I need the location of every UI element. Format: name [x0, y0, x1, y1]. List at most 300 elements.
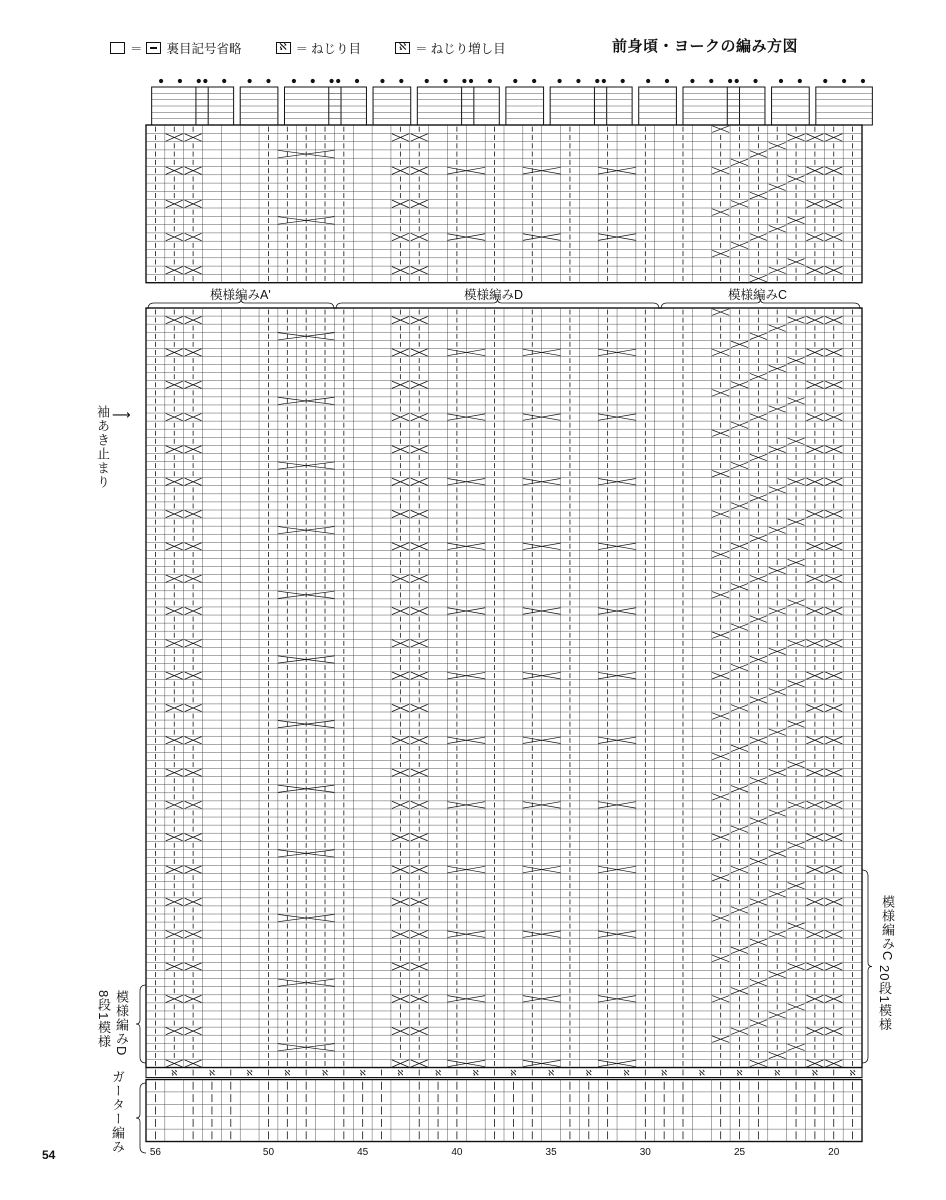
cable-cross-mark [731, 866, 748, 872]
cable-cross-mark [788, 1004, 805, 1010]
bind-off-dot [665, 79, 669, 83]
neck-shaping [152, 79, 873, 125]
cross-stitch-mark [411, 349, 428, 356]
cross-stitch-mark [806, 543, 823, 550]
page-number: 54 [42, 1148, 56, 1162]
bind-off-dot [621, 79, 625, 83]
bind-off-dot [513, 79, 517, 83]
cross-stitch-mark [392, 233, 409, 240]
bind-off-dot [462, 79, 466, 83]
cross-stitch-mark [411, 769, 428, 776]
cross-stitch-mark [806, 200, 823, 207]
cross-stitch-mark [806, 446, 823, 453]
cross-stitch-mark [411, 543, 428, 550]
cross-stitch-mark [392, 543, 409, 550]
page-title: 前身頃・ヨークの編み方図 [612, 38, 799, 55]
cross-stitch-mark [411, 413, 428, 420]
cross-stitch-mark [806, 575, 823, 582]
twisted-stitch-icon: ℵ [435, 1068, 442, 1078]
cable-cross-mark [750, 192, 767, 199]
pattern-c-block-label: 模様編みC [880, 895, 895, 962]
twisted-stitch-icon: ℵ [171, 1068, 178, 1078]
cable-cross-mark [769, 527, 786, 533]
cable-cross-mark [750, 535, 767, 541]
cross-stitch-mark [166, 134, 183, 141]
cross-stitch-mark [411, 931, 428, 938]
cable-cross-mark [769, 810, 786, 816]
cable-cross-mark [712, 672, 729, 678]
cross-stitch-mark [166, 575, 183, 582]
cross-stitch-mark [806, 413, 823, 420]
cable-cross-mark [731, 745, 748, 751]
bind-off-dot [842, 79, 846, 83]
sleeve-stop-label: 袖あき止まり [95, 405, 110, 489]
cable-cross-mark [712, 511, 729, 517]
legend-label-twisted: ねじり目 [311, 42, 362, 56]
cross-stitch-mark [806, 478, 823, 485]
cross-stitch-mark [806, 963, 823, 970]
cross-stitch-mark [806, 737, 823, 744]
cable-cross-mark [731, 503, 748, 509]
bind-off-dot [336, 79, 340, 83]
cable-cross-mark [769, 567, 786, 573]
cable-cross-mark [769, 689, 786, 695]
cross-stitch-mark [825, 898, 842, 905]
section-label-d: 模様編みD [464, 288, 524, 302]
cable-cross-mark [788, 519, 805, 525]
cross-stitch-mark [806, 316, 823, 323]
cable-cross-mark [769, 446, 786, 452]
cross-stitch-mark [185, 931, 202, 938]
legend-label-twisted-increase: ねじり増し目 [430, 42, 506, 56]
cross-stitch-mark [185, 898, 202, 905]
cross-stitch-mark [411, 834, 428, 841]
cable-cross-mark [712, 753, 729, 759]
cross-stitch-mark [806, 640, 823, 647]
cross-stitch-mark [825, 769, 842, 776]
cable-cross-mark [788, 802, 805, 808]
cross-stitch-mark [392, 769, 409, 776]
cross-stitch-mark [166, 640, 183, 647]
cross-stitch-mark [825, 1060, 842, 1067]
cross-stitch-mark [411, 381, 428, 388]
bind-off-dot [779, 79, 783, 83]
cross-stitch-mark [166, 200, 183, 207]
cross-stitch-mark [806, 995, 823, 1002]
axis-tick-label: 20 [828, 1147, 840, 1158]
cable-cross-mark [712, 592, 729, 598]
cross-stitch-mark [825, 349, 842, 356]
cable-cross-mark [278, 150, 335, 157]
twisted-stitch-icon: ℵ [736, 1068, 743, 1078]
cross-stitch-mark [825, 963, 842, 970]
cable-cross-mark [712, 349, 729, 355]
twisted-stitch-icon: ℵ [208, 1068, 215, 1078]
cross-stitch-mark [185, 963, 202, 970]
bind-off-dot [311, 79, 315, 83]
cable-cross-mark [788, 761, 805, 767]
bind-off-dot [728, 79, 732, 83]
cable-cross-mark [278, 397, 335, 404]
axis-tick-label: 40 [451, 1147, 463, 1158]
cable-cross-mark [750, 979, 767, 985]
cable-cross-mark [788, 640, 805, 646]
twisted-stitch-icon: ℵ [284, 1068, 291, 1078]
cable-cross-mark [278, 720, 335, 727]
cross-stitch-mark [825, 200, 842, 207]
bind-off-dot [197, 79, 201, 83]
cross-stitch-mark [411, 1028, 428, 1035]
cross-stitch-mark [185, 640, 202, 647]
cable-cross-mark [750, 454, 767, 460]
cable-cross-mark [712, 713, 729, 719]
cross-stitch-mark [185, 233, 202, 240]
axis-tick-label: 45 [357, 1147, 369, 1158]
cable-cross-mark [712, 1036, 729, 1042]
bind-off-dot [380, 79, 384, 83]
cross-stitch-mark [185, 316, 202, 323]
cross-stitch-mark [392, 1028, 409, 1035]
cable-cross-mark [731, 705, 748, 711]
cross-stitch-mark [166, 316, 183, 323]
cross-stitch-mark [166, 478, 183, 485]
cross-stitch-mark [185, 349, 202, 356]
cross-stitch-mark [825, 801, 842, 808]
cross-stitch-mark [392, 801, 409, 808]
cable-cross-mark [731, 382, 748, 388]
cable-cross-mark [712, 209, 729, 216]
cross-stitch-mark [411, 510, 428, 517]
cross-stitch-mark [411, 267, 428, 274]
bind-off-dot [576, 79, 580, 83]
cross-stitch-mark [825, 640, 842, 647]
cross-stitch-mark [166, 543, 183, 550]
cross-stitch-mark [411, 963, 428, 970]
garter-chart [146, 1080, 862, 1142]
cross-stitch-mark [166, 413, 183, 420]
cross-stitch-mark [185, 834, 202, 841]
cross-stitch-mark [185, 381, 202, 388]
cross-stitch-mark [166, 963, 183, 970]
twisted-stitch-icon: ℵ [246, 1068, 253, 1078]
cable-cross-mark [712, 551, 729, 557]
cross-stitch-mark [392, 349, 409, 356]
cable-cross-mark [788, 357, 805, 363]
cross-stitch-mark [411, 995, 428, 1002]
legend-equals: ＝ [130, 42, 143, 56]
cable-cross-mark [712, 915, 729, 921]
legend-equals: ＝ [295, 42, 309, 56]
cable-cross-mark [278, 333, 335, 340]
cable-cross-mark [278, 914, 335, 921]
bracket-pattern-d-repeat [136, 985, 146, 1063]
cross-stitch-mark [411, 446, 428, 453]
cross-stitch-mark [392, 478, 409, 485]
column-axis [150, 1147, 840, 1158]
bind-off-dot [709, 79, 713, 83]
cross-stitch-mark [806, 769, 823, 776]
arrow-right-icon: ⟶ [112, 407, 131, 422]
twisted-stitch-icon: ℵ [510, 1068, 517, 1078]
cable-cross-mark [278, 850, 335, 857]
cross-stitch-mark [392, 510, 409, 517]
bind-off-dot [488, 79, 492, 83]
bind-off-dot [798, 79, 802, 83]
cable-cross-mark [731, 1028, 748, 1034]
cable-cross-mark [731, 543, 748, 549]
cable-cross-mark [712, 470, 729, 476]
cross-stitch-mark [825, 233, 842, 240]
cable-cross-mark [278, 1044, 335, 1051]
cross-stitch-mark [185, 543, 202, 550]
cross-stitch-mark [825, 672, 842, 679]
cable-cross-mark [769, 971, 786, 977]
axis-tick-label: 25 [733, 1147, 746, 1158]
cable-cross-mark [278, 462, 335, 469]
twisted-stitch-icon: ℵ [359, 1068, 366, 1078]
cable-cross-mark [788, 259, 805, 266]
bracket-garter [136, 1083, 146, 1153]
cable-cross-mark [750, 899, 767, 905]
cross-stitch-mark [166, 769, 183, 776]
cable-cross-mark [750, 737, 767, 743]
cross-stitch-mark [825, 381, 842, 388]
cable-cross-mark [769, 267, 786, 274]
cross-stitch-mark [825, 134, 842, 141]
cross-stitch-mark [185, 866, 202, 873]
cross-stitch-mark [166, 607, 183, 614]
cable-cross-mark [750, 656, 767, 662]
cross-stitch-mark [166, 446, 183, 453]
cable-cross-mark [769, 769, 786, 775]
bind-off-dot [823, 79, 827, 83]
upper-chart [146, 125, 862, 283]
cross-stitch-mark [806, 704, 823, 711]
cable-cross-mark [712, 390, 729, 396]
cross-stitch-mark [411, 134, 428, 141]
cable-cross-mark [788, 721, 805, 727]
cross-stitch-mark [411, 866, 428, 873]
cable-cross-mark [278, 785, 335, 792]
bind-off-dot [222, 79, 226, 83]
section-label-c: 模様編みC [728, 288, 788, 302]
cross-stitch-mark [806, 834, 823, 841]
cross-stitch-mark [185, 413, 202, 420]
cross-stitch-mark [806, 931, 823, 938]
cable-cross-mark [769, 406, 786, 412]
cable-cross-mark [788, 398, 805, 404]
cross-stitch-mark [185, 267, 202, 274]
cable-cross-mark [788, 478, 805, 484]
cable-cross-mark [712, 794, 729, 800]
cable-cross-mark [731, 422, 748, 428]
cable-cross-mark [750, 939, 767, 945]
cable-cross-mark [769, 225, 786, 232]
twisted-stitch-icon: ℵ [811, 1068, 818, 1078]
cable-cross-mark [788, 842, 805, 848]
cross-stitch-mark [185, 737, 202, 744]
cable-cross-mark [731, 786, 748, 792]
cross-stitch-mark [411, 233, 428, 240]
twisted-stitch-icon: ℵ [623, 1068, 630, 1078]
cross-stitch-mark [166, 233, 183, 240]
cross-stitch-mark [392, 316, 409, 323]
cross-stitch-mark [806, 1060, 823, 1067]
cable-cross-mark [278, 217, 335, 224]
cable-cross-mark [750, 1060, 767, 1066]
cross-stitch-mark [166, 167, 183, 174]
bind-off-dot [203, 79, 207, 83]
bind-off-dot [646, 79, 650, 83]
cable-cross-mark [788, 438, 805, 444]
cable-cross-mark [750, 495, 767, 501]
cable-cross-mark [731, 826, 748, 832]
cross-stitch-mark [166, 898, 183, 905]
cable-cross-mark [731, 242, 748, 249]
cross-stitch-mark [825, 478, 842, 485]
cross-stitch-mark [392, 381, 409, 388]
cross-stitch-mark [806, 1028, 823, 1035]
cross-stitch-mark [392, 672, 409, 679]
cross-stitch-mark [825, 543, 842, 550]
cable-cross-mark [769, 648, 786, 654]
bind-off-dot [159, 79, 163, 83]
bind-off-dot [329, 79, 333, 83]
cross-stitch-mark [185, 801, 202, 808]
cross-stitch-mark [166, 381, 183, 388]
cross-stitch-mark [166, 672, 183, 679]
twisted-increase-icon: ℵ [395, 42, 410, 54]
cross-stitch-mark [166, 931, 183, 938]
cable-cross-mark [712, 996, 729, 1002]
cross-stitch-mark [806, 267, 823, 274]
cross-stitch-mark [185, 769, 202, 776]
cable-cross-mark [278, 656, 335, 663]
cross-stitch-mark [825, 866, 842, 873]
cross-stitch-mark [806, 167, 823, 174]
cross-stitch-mark [185, 575, 202, 582]
twisted-stitch-row [146, 1068, 862, 1078]
cable-cross-mark [712, 955, 729, 961]
cross-stitch-mark [411, 704, 428, 711]
twisted-stitch-icon: ℵ [661, 1068, 668, 1078]
cable-cross-mark [750, 1020, 767, 1026]
cross-stitch-mark [825, 834, 842, 841]
cross-stitch-mark [806, 866, 823, 873]
cable-cross-mark [731, 624, 748, 630]
cross-stitch-mark [392, 737, 409, 744]
cross-stitch-mark [825, 575, 842, 582]
cross-stitch-mark [392, 413, 409, 420]
pattern-d-repeat-label: 8段1模様 [96, 990, 111, 1049]
cable-cross-mark [278, 591, 335, 598]
cable-cross-mark [769, 608, 786, 614]
cross-stitch-mark [806, 672, 823, 679]
cross-stitch-mark [392, 267, 409, 274]
cable-cross-mark [278, 527, 335, 534]
cable-cross-mark [788, 882, 805, 888]
cross-stitch-mark [392, 931, 409, 938]
cable-cross-mark [731, 907, 748, 913]
cross-stitch-mark [166, 267, 183, 274]
cable-cross-mark [788, 217, 805, 224]
cable-cross-mark [750, 575, 767, 581]
cable-cross-mark [769, 184, 786, 191]
cross-stitch-mark [166, 801, 183, 808]
cross-stitch-mark [185, 1060, 202, 1067]
cross-stitch-mark [166, 1028, 183, 1035]
cable-cross-mark [788, 559, 805, 565]
cable-cross-mark [750, 697, 767, 703]
cable-cross-mark [788, 600, 805, 606]
cross-stitch-mark [411, 898, 428, 905]
cable-cross-mark [731, 341, 748, 347]
cross-stitch-mark [392, 866, 409, 873]
twisted-stitch-icon: ℵ [472, 1068, 479, 1078]
cable-cross-mark [769, 325, 786, 331]
cross-stitch-mark [392, 995, 409, 1002]
cross-stitch-mark [185, 995, 202, 1002]
bind-off-dot [399, 79, 403, 83]
cross-stitch-mark [166, 510, 183, 517]
cross-stitch-mark [185, 1028, 202, 1035]
pattern-d-block-label: 模様編みD [114, 990, 129, 1057]
cross-stitch-mark [185, 510, 202, 517]
cable-cross-mark [731, 664, 748, 670]
bind-off-dot [248, 79, 252, 83]
cross-stitch-mark [825, 1028, 842, 1035]
cross-stitch-mark [411, 167, 428, 174]
cable-cross-mark [788, 963, 805, 969]
cross-stitch-mark [392, 200, 409, 207]
cable-cross-mark [788, 680, 805, 686]
cable-cross-mark [750, 858, 767, 864]
cross-stitch-mark [411, 478, 428, 485]
cross-stitch-mark [392, 607, 409, 614]
cross-stitch-mark [806, 381, 823, 388]
cable-cross-mark [712, 167, 729, 174]
bind-off-dot [557, 79, 561, 83]
cross-stitch-mark [392, 898, 409, 905]
cross-stitch-mark [392, 963, 409, 970]
axis-tick-label: 35 [545, 1147, 557, 1158]
cable-cross-mark [712, 126, 729, 133]
cable-cross-mark [731, 201, 748, 208]
cable-cross-mark [712, 834, 729, 840]
bind-off-dot [753, 79, 757, 83]
cable-cross-mark [769, 142, 786, 149]
cross-stitch-mark [825, 167, 842, 174]
twisted-stitch-icon: ℵ [397, 1068, 404, 1078]
cross-stitch-mark [185, 446, 202, 453]
cross-stitch-mark [166, 866, 183, 873]
cross-stitch-mark [392, 1060, 409, 1067]
cross-stitch-mark [825, 995, 842, 1002]
cable-cross-mark [712, 250, 729, 257]
cable-cross-mark [788, 317, 805, 323]
cross-stitch-mark [825, 267, 842, 274]
cross-stitch-mark [825, 607, 842, 614]
cable-cross-mark [731, 947, 748, 953]
cross-stitch-mark [166, 834, 183, 841]
cross-stitch-mark [166, 704, 183, 711]
cross-stitch-mark [825, 510, 842, 517]
cable-cross-mark [769, 850, 786, 856]
cross-stitch-mark [806, 510, 823, 517]
bind-off-dot [861, 79, 865, 83]
cross-stitch-mark [825, 446, 842, 453]
cable-cross-mark [731, 584, 748, 590]
